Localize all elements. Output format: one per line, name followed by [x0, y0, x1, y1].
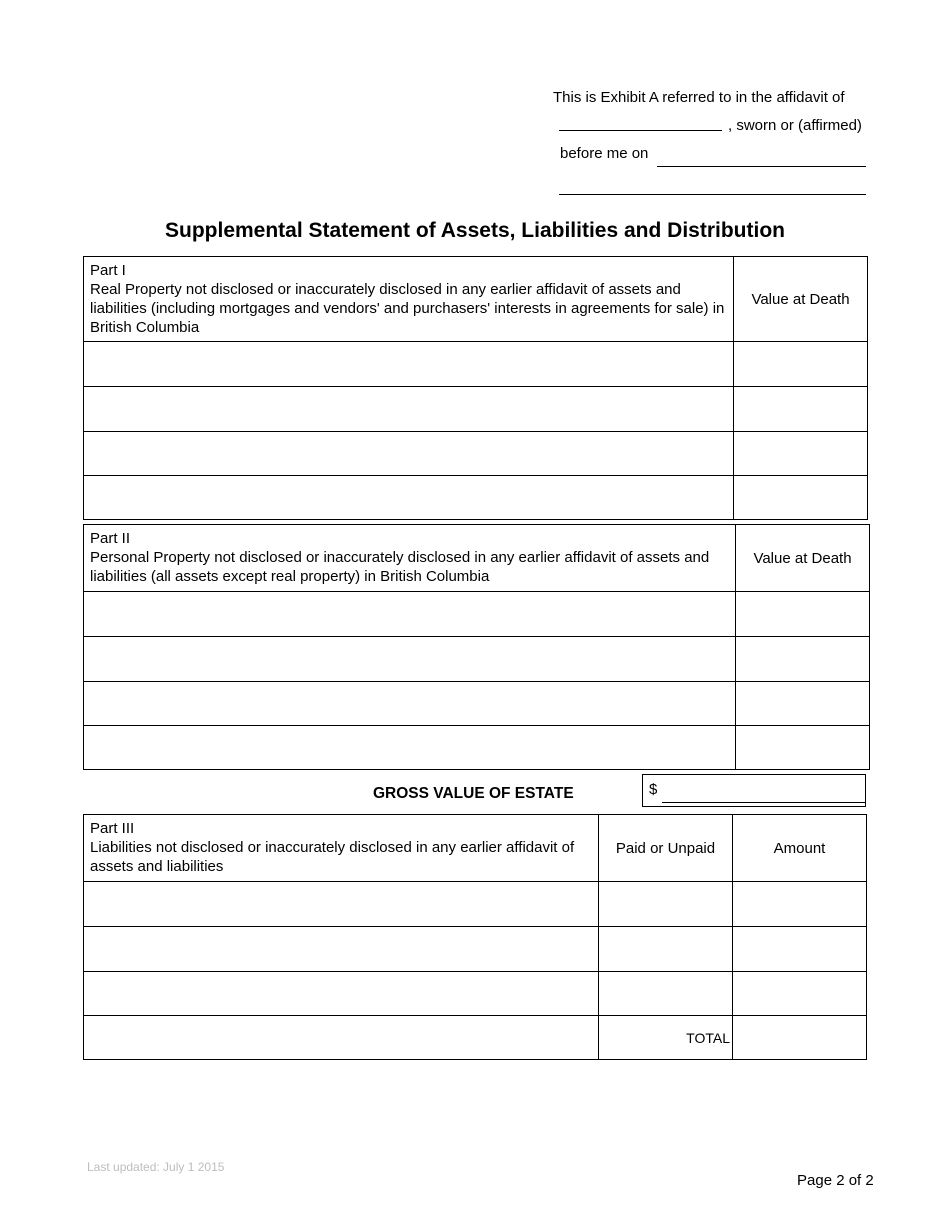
- total-row: [84, 1016, 867, 1060]
- table-row: [84, 476, 868, 520]
- value-cell[interactable]: [736, 592, 870, 637]
- part1-description-input[interactable]: [84, 488, 733, 507]
- description-cell[interactable]: [84, 387, 734, 432]
- exhibit-intro: This is Exhibit A referred to in the affidavit of: [553, 89, 845, 106]
- part3-paid-input[interactable]: [599, 895, 732, 914]
- part2-description-input[interactable]: [84, 738, 735, 757]
- part2-description-input[interactable]: [84, 650, 735, 669]
- value-cell[interactable]: [736, 637, 870, 682]
- description-cell[interactable]: [84, 637, 736, 682]
- part2-description-input[interactable]: [84, 694, 735, 713]
- part3-label: Part III: [90, 820, 135, 837]
- total-label: TOTAL: [599, 1016, 733, 1060]
- part3-paid-input[interactable]: [599, 984, 732, 1003]
- part1-value-input[interactable]: [734, 488, 867, 507]
- page-number: Page 2 of 2: [797, 1172, 874, 1189]
- paid-cell[interactable]: [599, 927, 733, 972]
- value-cell[interactable]: [736, 682, 870, 726]
- part1-value-input[interactable]: [734, 355, 867, 374]
- table-row: [84, 342, 868, 387]
- description-cell[interactable]: [84, 972, 599, 1016]
- part2-value-input[interactable]: [736, 605, 869, 624]
- part2-table: [83, 524, 870, 770]
- total-blank-cell: [84, 1016, 599, 1060]
- description-cell[interactable]: [84, 882, 599, 927]
- amount-header: Amount: [733, 815, 867, 882]
- part1-description-input[interactable]: [84, 355, 733, 374]
- table-row: [84, 637, 870, 682]
- description-cell[interactable]: [84, 927, 599, 972]
- part1-value-header: Value at Death: [734, 257, 868, 342]
- part1-header-cell: [84, 257, 734, 342]
- total-amount-cell[interactable]: [733, 1016, 867, 1060]
- description-cell[interactable]: [84, 592, 736, 637]
- table-row: [84, 882, 867, 927]
- part3-amount-input[interactable]: [733, 940, 866, 959]
- value-cell[interactable]: [734, 342, 868, 387]
- part2-label: Part II: [90, 530, 131, 547]
- value-cell[interactable]: [734, 387, 868, 432]
- part2-value-input[interactable]: [736, 738, 869, 757]
- part1-value-input[interactable]: [734, 400, 867, 419]
- last-updated-text: Last updated: July 1 2015: [87, 1160, 225, 1174]
- part3-header-cell: [84, 815, 599, 882]
- table-row: [84, 726, 870, 770]
- table-row: [84, 972, 867, 1016]
- part3-amount-input[interactable]: [733, 895, 866, 914]
- part2-header-cell: [84, 525, 736, 592]
- commissioner-signature-line[interactable]: [559, 194, 866, 195]
- description-cell[interactable]: [84, 432, 734, 476]
- part3-description: Liabilities not disclosed or inaccurately disclosed in any earlier affidavit of assets and liabilities: [90, 839, 575, 875]
- value-cell[interactable]: [734, 432, 868, 476]
- value-cell[interactable]: [736, 726, 870, 770]
- before-me-on-text: before me on: [560, 145, 649, 162]
- part3-description-input[interactable]: [84, 940, 598, 959]
- part2-value-header: Value at Death: [736, 525, 870, 592]
- part3-paid-input[interactable]: [599, 940, 732, 959]
- part2-description-input[interactable]: [84, 605, 735, 624]
- gross-value-underline: [662, 802, 865, 803]
- paid-unpaid-header: Paid or Unpaid: [599, 815, 733, 882]
- part1-table: [83, 256, 868, 520]
- part2-description: Personal Property not disclosed or inaccurately disclosed in any earlier affidavit of assets and liabilities (all assets except real property) in British Columbia: [90, 549, 710, 585]
- part1-value-input[interactable]: [734, 444, 867, 463]
- amount-cell[interactable]: [733, 927, 867, 972]
- part3-amount-input[interactable]: [733, 984, 866, 1003]
- amount-cell[interactable]: [733, 972, 867, 1016]
- table-row: [84, 927, 867, 972]
- paid-cell[interactable]: [599, 972, 733, 1016]
- description-cell[interactable]: [84, 726, 736, 770]
- amount-cell[interactable]: [733, 882, 867, 927]
- sworn-date-line[interactable]: [657, 166, 866, 167]
- sworn-affirmed-text: , sworn or (affirmed): [728, 117, 862, 134]
- gross-value-label: GROSS VALUE OF ESTATE: [373, 785, 574, 802]
- total-amount-input[interactable]: [733, 1028, 866, 1047]
- value-cell[interactable]: [734, 476, 868, 520]
- description-cell[interactable]: [84, 342, 734, 387]
- part2-value-input[interactable]: [736, 694, 869, 713]
- part1-description: Real Property not disclosed or inaccurately disclosed in any earlier affidavit of assets and liabilities (including mortgages and vendors' and purchasers' interests in agreements for sale) in British Columbia: [90, 281, 725, 336]
- part1-description-input[interactable]: [84, 444, 733, 463]
- gross-value-field[interactable]: [642, 774, 866, 807]
- paid-cell[interactable]: [599, 882, 733, 927]
- part2-value-input[interactable]: [736, 650, 869, 669]
- part3-description-input[interactable]: [84, 984, 598, 1003]
- part1-description-input[interactable]: [84, 400, 733, 419]
- table-row: [84, 592, 870, 637]
- part1-label: Part I: [90, 262, 126, 279]
- table-row: [84, 682, 870, 726]
- deponent-name-line[interactable]: [559, 130, 722, 131]
- currency-symbol: $: [649, 781, 658, 798]
- table-row: [84, 387, 868, 432]
- part3-description-input[interactable]: [84, 895, 598, 914]
- description-cell[interactable]: [84, 682, 736, 726]
- table-row: [84, 432, 868, 476]
- description-cell[interactable]: [84, 476, 734, 520]
- page-title: Supplemental Statement of Assets, Liabilities and Distribution: [165, 219, 785, 242]
- part3-table: [83, 814, 867, 1060]
